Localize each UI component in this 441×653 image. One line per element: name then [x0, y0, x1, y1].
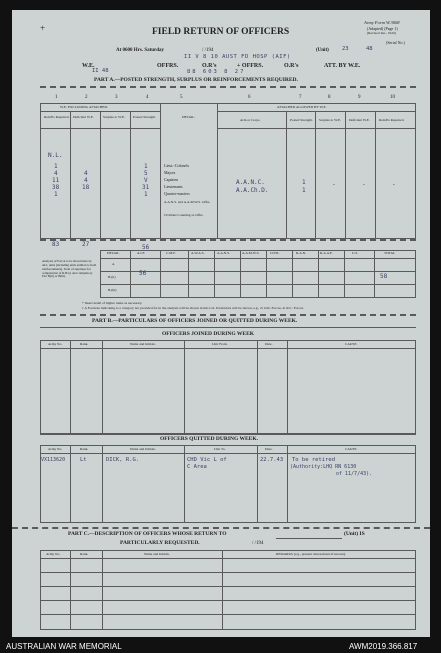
- header-posted: Posted Strength.: [133, 115, 156, 119]
- att-label: ATT. BY W.E.: [324, 63, 361, 69]
- col-number: 2: [85, 95, 88, 100]
- header-reinf-att: Reinf'ts Required.: [379, 118, 405, 122]
- col-number: 9: [358, 95, 361, 100]
- total-col4: 56: [142, 244, 150, 251]
- analysis-aif: 56: [139, 270, 147, 277]
- analysis-col: U.S.: [352, 251, 359, 255]
- part-c-col: Name and Initials.: [144, 552, 170, 556]
- header-line1: At 0600 Hrs. Saturday: [116, 48, 165, 53]
- col4-value: 1: [144, 163, 148, 170]
- joined-col: Army No.: [48, 342, 63, 346]
- part-c-subheading: PARTICULARLY REQUESTED.: [120, 540, 200, 546]
- rank-major: Majors: [164, 170, 176, 175]
- analysis-col: TOTAL: [384, 251, 396, 255]
- header-deficient: Deficient W.E.: [73, 115, 94, 119]
- total-col2: 27: [82, 241, 90, 248]
- quitted-name: DICK, R.G.: [106, 457, 140, 463]
- quitted-date: 22.7.43: [260, 457, 284, 463]
- we-fill: II 48: [92, 68, 109, 74]
- joined-col: Date.: [265, 342, 273, 346]
- col1-value: 11: [52, 177, 60, 184]
- analysis-col: R.A.A.F.: [320, 251, 333, 255]
- col-number: 7: [299, 95, 302, 100]
- rank-lieutenant: Lieutenants: [164, 184, 183, 189]
- header-surplus-att: Surplus to W.E.: [319, 118, 341, 122]
- quitted-unit-to: CHD Vic L of: [187, 457, 227, 463]
- col7-value: 1: [302, 179, 306, 186]
- col1-value: 1: [54, 191, 58, 198]
- analysis-total: 58: [380, 273, 388, 280]
- col9-value: -: [362, 181, 366, 188]
- corps-value: A.A.Ch.D.: [236, 187, 269, 194]
- footer-institution: AUSTRALIAN WAR MEMORIAL: [6, 642, 122, 651]
- analysis-col: A.A.N.S.: [217, 251, 231, 255]
- detail-label: DETAIL: [107, 251, 120, 255]
- col-number: 10: [390, 95, 395, 100]
- analysis-col: A.I.F.: [137, 251, 145, 255]
- serial-label: (Serial No.): [386, 40, 405, 45]
- col2-value: 4: [84, 170, 88, 177]
- analysis-row: A: [112, 262, 115, 266]
- analysis-row: B.(iii): [108, 288, 117, 292]
- analysis-row: B.(ii): [108, 275, 116, 279]
- quitted-col: Army No.: [48, 447, 63, 451]
- col4-value: V: [144, 177, 148, 184]
- header-detail: DETAIL.: [182, 115, 196, 119]
- part-c-col: Rank.: [80, 552, 89, 556]
- form-sheet: [12, 10, 430, 637]
- part-a-heading: PART A.—POSTED STRENGTH, SURPLUS OR REINFORCEMENTS REQUIRED.: [94, 77, 298, 83]
- col-number: 3: [115, 95, 118, 100]
- quitted-col: Date.: [265, 447, 273, 451]
- footnote-2: † A Footnote indicating to a category not provided for in the analysis will be shown in this Col. Particulars will be shown, e.g., 2r O.R. Forces, 2r R.C. Forces.: [82, 306, 304, 310]
- corps-value: A.A.N.C.: [236, 179, 265, 186]
- joined-col: Unit From.: [212, 342, 228, 346]
- form-ref: Army Form W.3008: [364, 20, 400, 25]
- analysis-note: Analysis of Part A to be shown here by ALL units (including units entitled to hold reinforcements). Total of surpluses for computation of R.H.Q. and compulsory Part B(ii) or B(iii).: [42, 259, 97, 279]
- col-number: 8: [328, 95, 331, 100]
- header-deficient-att: Deficient W.E.: [349, 118, 370, 122]
- quitted-cause: To be retired: [292, 457, 336, 463]
- col10-value: -: [392, 181, 396, 188]
- rank-qm: Quarter-masters: [164, 191, 190, 196]
- we-label: W.E.: [82, 63, 95, 69]
- joined-heading: OFFICERS JOINED DURING WEEK: [162, 331, 255, 337]
- part-a-table: [40, 103, 416, 239]
- col8-value: -: [332, 181, 336, 188]
- footnote-1: * Insert detail of higher ranks as necessary.: [82, 301, 143, 305]
- part-c-table: [40, 550, 416, 630]
- quitted-col: Rank.: [80, 447, 89, 451]
- quitted-col: Unit To.: [214, 447, 226, 451]
- part-c-col: REMARKS (e.g., present whereabouts if known).: [276, 552, 346, 556]
- rank-aans: A.A.N.S. and A.A.M.W.S. Offrs.: [164, 200, 211, 204]
- quitted-cause-2: (Authority:LHQ RN 6130: [290, 464, 357, 470]
- col1-value: 1: [54, 163, 58, 170]
- header-posted-att: Posted Strength.: [290, 118, 313, 122]
- form-ref-adapted: (Adapted) (Page 1): [367, 26, 398, 31]
- col-number: 1: [55, 95, 58, 100]
- col4-value: 5: [144, 170, 148, 177]
- analysis-col: A.A.M.W.S.: [242, 251, 260, 255]
- quitted-heading: OFFICERS QUITTED DURING WEEK.: [160, 436, 258, 442]
- joined-col: Name and Initials.: [130, 342, 156, 346]
- col4-value: 1: [144, 191, 148, 198]
- form-title: FIELD RETURN OF OFFICERS: [152, 27, 290, 37]
- attached-heading: ATTACHED ALLOWED BY W.E.: [277, 105, 327, 109]
- part-c-heading: PART C.—DESCRIPTION OF OFFICERS WHOSE RETURN TO: [68, 531, 227, 537]
- archive-footer: [0, 640, 441, 653]
- joined-table: [40, 340, 416, 434]
- col1-value: 4: [54, 170, 58, 177]
- part-b-heading: PART B.—PARTICULARS OF OFFICERS JOINED OR QUITTED DURING WEEK.: [92, 318, 298, 324]
- plus-offrs-label: + OFFRS.: [237, 63, 264, 69]
- col2-value: 4: [84, 177, 88, 184]
- analysis-col: CIVIL: [270, 251, 280, 255]
- col-number: 4: [146, 95, 149, 100]
- quitted-table: [40, 445, 416, 523]
- col-number: 6: [248, 95, 251, 100]
- typed-numbers: 88 603 8 27: [187, 69, 246, 75]
- col2-value: 18: [82, 184, 90, 191]
- quitted-army-no: VX113620: [41, 457, 66, 463]
- col7-value: 1: [302, 187, 306, 194]
- joined-col: CAUSE.: [345, 342, 358, 346]
- rank-civilians: Civilians Counting as Offrs.: [164, 213, 204, 217]
- analysis-col: C.M.F.: [166, 251, 176, 255]
- unit-typed: II V 8 10 AUST FD HOSP (AIF): [184, 54, 291, 60]
- analysis-col: R.A.N.: [296, 251, 307, 255]
- col1-value: 38: [52, 184, 60, 191]
- header-surplus: Surplus to W.E.: [103, 115, 125, 119]
- quitted-unit-to-2: C Area: [187, 464, 207, 470]
- header-unit-label: (Unit): [316, 48, 329, 53]
- total-col1: 83: [52, 241, 60, 248]
- footer-accession: AWM2019.366.817: [349, 642, 418, 651]
- rank-ltcol: Lieut.-Colonels: [164, 163, 189, 168]
- form-ref-revised: (Revised Jan., 1943): [367, 31, 396, 35]
- corner-mark: +: [40, 23, 46, 33]
- col-number: 5: [180, 95, 183, 100]
- part-c-date: / /194: [252, 541, 264, 546]
- ors-label: O.R's: [202, 63, 217, 69]
- header-date-fill: / /194: [202, 48, 214, 53]
- analysis-col: A.W.A.S.: [191, 251, 205, 255]
- ors2-label: O.R's: [284, 63, 299, 69]
- header-arm: Arm or Corps.: [240, 118, 261, 122]
- rank-captain: Captains: [164, 177, 178, 182]
- col1-value: N.L.: [48, 152, 63, 159]
- part-c-unit-label: (Unit) IS: [344, 531, 365, 537]
- part-c-col: Army No.: [46, 552, 61, 556]
- joined-col: Rank.: [80, 342, 89, 346]
- quitted-cause-3: of 11/7/43).: [336, 471, 373, 477]
- offrs-label: OFFRS.: [157, 63, 179, 69]
- quitted-col: CAUSE.: [345, 447, 358, 451]
- header-unit-fill: 23: [342, 46, 349, 52]
- quitted-col: Name and Initials.: [130, 447, 156, 451]
- col4-value: 31: [142, 184, 150, 191]
- quitted-rank: Lt: [80, 457, 87, 463]
- we-excluding-heading: W.E. EXCLUDING ATTACHED.: [60, 105, 108, 109]
- header-reinf: Reinf'ts Required.: [44, 115, 70, 119]
- header-serial-fill: 48: [366, 46, 373, 52]
